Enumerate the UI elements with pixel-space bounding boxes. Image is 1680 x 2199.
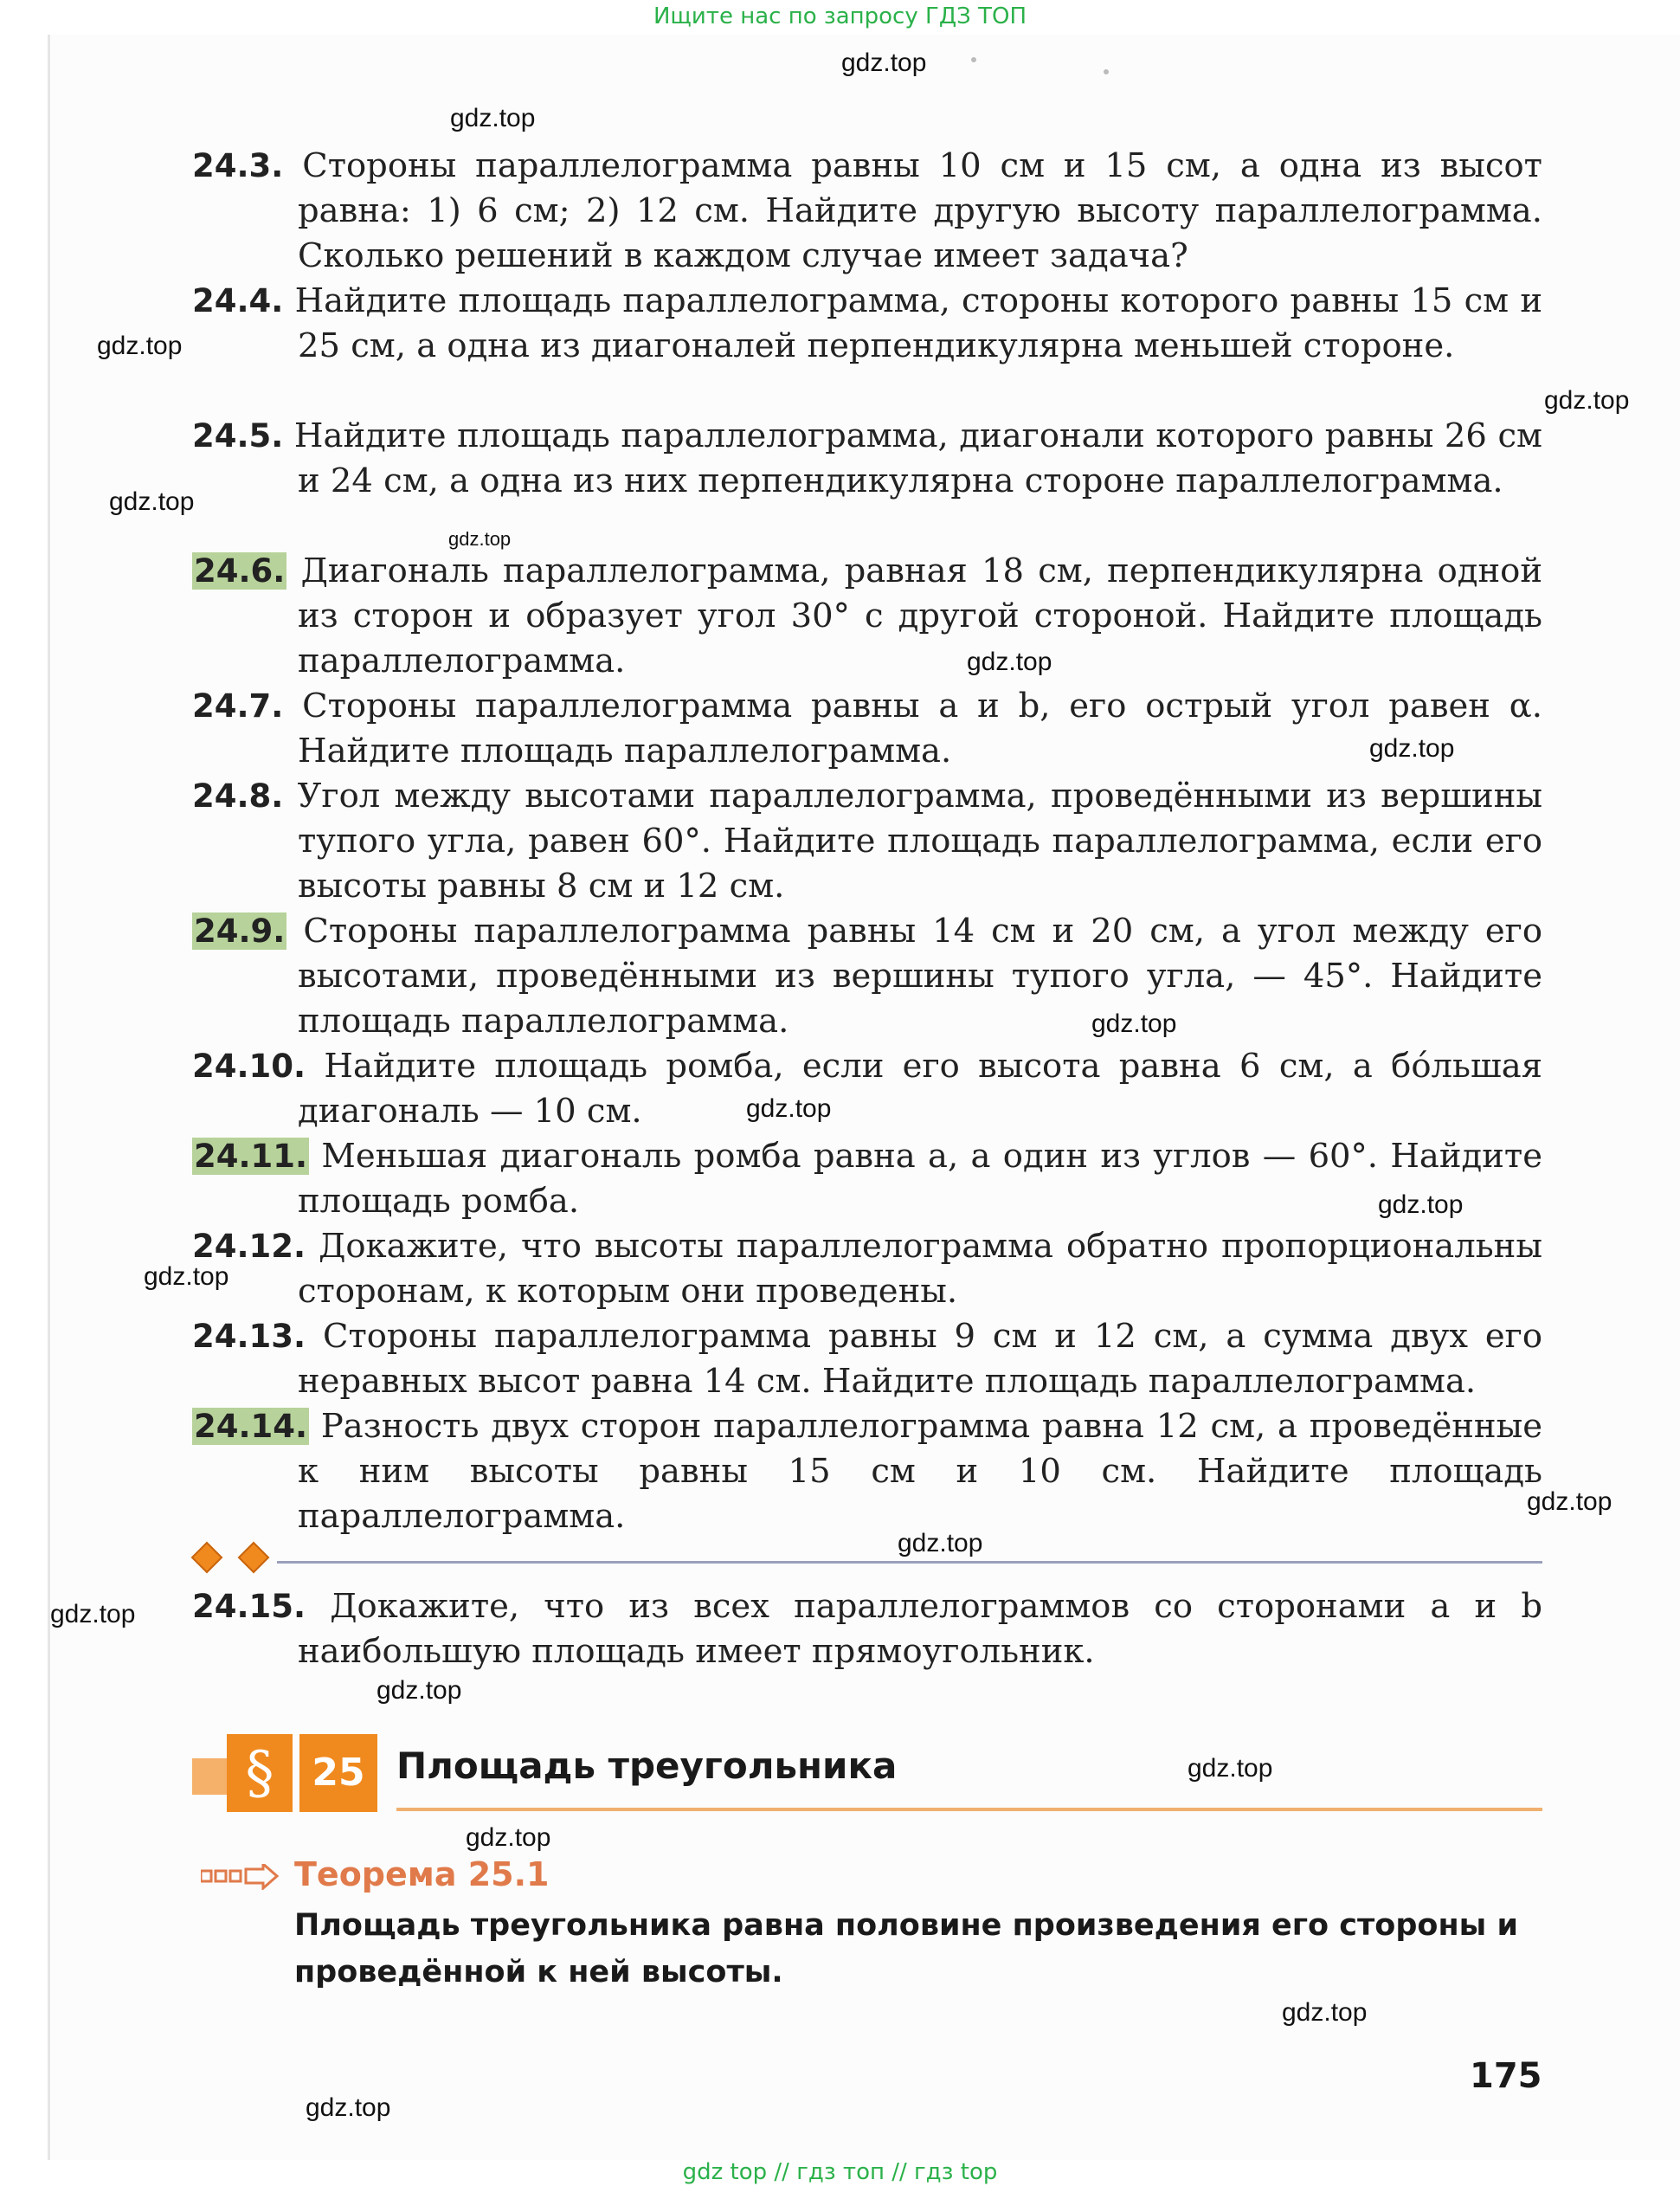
problem-24-15 [192, 1584, 1542, 1674]
section-title: Площадь треугольника [396, 1744, 898, 1787]
dust-dot [1104, 69, 1109, 74]
problem-24-6 [192, 549, 1542, 684]
problem-text: Стороны параллелограмма равны a и b, его острый угол равен α. Найдите площадь параллелограмма. [298, 687, 1542, 771]
problem-24-10 [192, 1044, 1542, 1134]
watermark: gdz.top [377, 1676, 462, 1705]
watermark: gdz.top [448, 528, 512, 550]
problem-24-5 [192, 414, 1542, 504]
dust-dot [971, 57, 976, 62]
section-underline [396, 1808, 1542, 1811]
problem-text: Угол между высотами параллелограмма, проведёнными из вершины тупого угла, равен 60°. Найдите площадь параллелограмма, если его высоты равны 8 см и 12 см. [297, 777, 1543, 906]
watermark: gdz.top [1544, 386, 1630, 415]
watermark: gdz.top [97, 332, 183, 360]
problem-number: 24.7. [192, 687, 284, 725]
watermark: gdz.top [466, 1823, 551, 1852]
section-tab-decoration [192, 1758, 227, 1795]
problem-number: 24.4. [192, 282, 284, 319]
problem-24-3 [192, 144, 1542, 279]
problem-number: 24.11. [194, 1138, 308, 1175]
problem-text: Разность двух сторон параллелограмма равна 12 см, а проведённые к ним высоты равны 15 см и 10 см. Найдите площадь параллелограмма. [298, 1407, 1542, 1536]
problem-text: Докажите, что высоты параллелограмма обратно пропорциональны сторонам, к которым они проведены. [298, 1227, 1542, 1311]
problem-text: Стороны параллелограмма равны 14 см и 20 см, а угол между его высотами, проведёнными из вершины тупого угла, — 45°. Найдите площадь параллелограмма. [298, 912, 1542, 1041]
problem-number: 24.13. [192, 1318, 306, 1355]
page-number: 175 [1470, 2056, 1542, 2096]
problem-number: 24.12. [192, 1228, 306, 1265]
theorem-heading [192, 1855, 885, 1899]
problem-text: Диагональ параллелограмма, равная 18 см, перпендикулярна одной из сторон и образует угол 30° с другой стороной. Найдите площадь параллелограмма. [298, 551, 1542, 680]
problem-text: Стороны параллелограмма равны 9 см и 12 см, а сумма двух его неравных высот равна 14 см. Найдите площадь параллелограмма. [298, 1317, 1542, 1401]
watermark: gdz.top [109, 487, 195, 516]
theorem-title: Теорема 25.1 [294, 1855, 550, 1893]
watermark: gdz.top [1527, 1487, 1612, 1516]
watermark: gdz.top [1282, 1998, 1368, 2027]
problem-text: Докажите, что из всех параллелограммов со сторонами a и b наибольшую площадь имеет прямоугольник. [298, 1587, 1542, 1671]
bottom-banner[interactable]: gdz top // гдз топ // гдз top [682, 2159, 998, 2185]
watermark: gdz.top [1188, 1754, 1273, 1783]
problem-number: 24.15. [192, 1588, 306, 1625]
problem-text: Найдите площадь параллелограмма, стороны которого равны 15 см и 25 см, а одна из диагоналей перпендикулярна меньшей стороне. [294, 281, 1542, 365]
problem-24-8 [192, 774, 1542, 909]
problem-number: 24.8. [192, 777, 284, 815]
problem-24-9 [192, 909, 1542, 1044]
watermark: gdz.top [967, 648, 1052, 676]
problem-number: 24.14. [194, 1408, 308, 1445]
top-banner[interactable]: Ищите нас по запросу ГДЗ ТОП [653, 3, 1027, 29]
problem-24-11 [192, 1134, 1542, 1224]
problem-24-4 [192, 279, 1542, 369]
watermark: gdz.top [306, 2093, 391, 2122]
theorem-text: Площадь треугольника равна половине произведения его стороны и проведённой к ней высоты. [294, 1908, 1518, 1989]
watermark: gdz.top [1378, 1190, 1464, 1219]
problem-24-14 [192, 1404, 1542, 1539]
divider [277, 1561, 1542, 1564]
problem-number: 24.10. [192, 1048, 306, 1085]
watermark: gdz.top [746, 1094, 832, 1123]
problem-24-13 [192, 1314, 1542, 1404]
section-symbol: § [227, 1734, 293, 1812]
watermark: gdz.top [144, 1262, 229, 1291]
arrow-right-icon [201, 1864, 296, 1890]
problem-number: 24.6. [194, 552, 286, 590]
watermark: gdz.top [898, 1529, 983, 1557]
watermark: gdz.top [1369, 734, 1455, 763]
problem-24-7 [192, 684, 1542, 774]
problem-number: 24.9. [194, 912, 286, 950]
problem-number: 24.3. [192, 147, 284, 184]
section-number: 25 [299, 1734, 377, 1812]
problem-text: Меньшая диагональ ромба равна a, а один из углов — 60°. Найдите площадь ромба. [298, 1137, 1542, 1221]
section-heading [192, 1734, 1542, 1812]
problem-text: Найдите площадь параллелограмма, диагонали которого равны 26 см и 24 см, а одна из них перпендикулярна стороне параллелограмма. [293, 416, 1542, 500]
problem-text: Найдите площадь ромба, если его высота равна 6 см, а бóльшая диагональ — 10 см. [298, 1047, 1542, 1131]
watermark: gdz.top [1091, 1009, 1177, 1038]
watermark: gdz.top [841, 48, 927, 77]
problem-number: 24.5. [192, 417, 284, 455]
problem-text: Стороны параллелограмма равны 10 см и 15 см, а одна из высот равна: 1) 6 см; 2) 12 см. Найдите другую высоту параллелограмма. Сколько решений в каждом случае имеет задача? [298, 146, 1542, 275]
watermark: gdz.top [450, 104, 536, 132]
problem-24-12 [192, 1224, 1542, 1314]
watermark: gdz.top [50, 1600, 136, 1628]
